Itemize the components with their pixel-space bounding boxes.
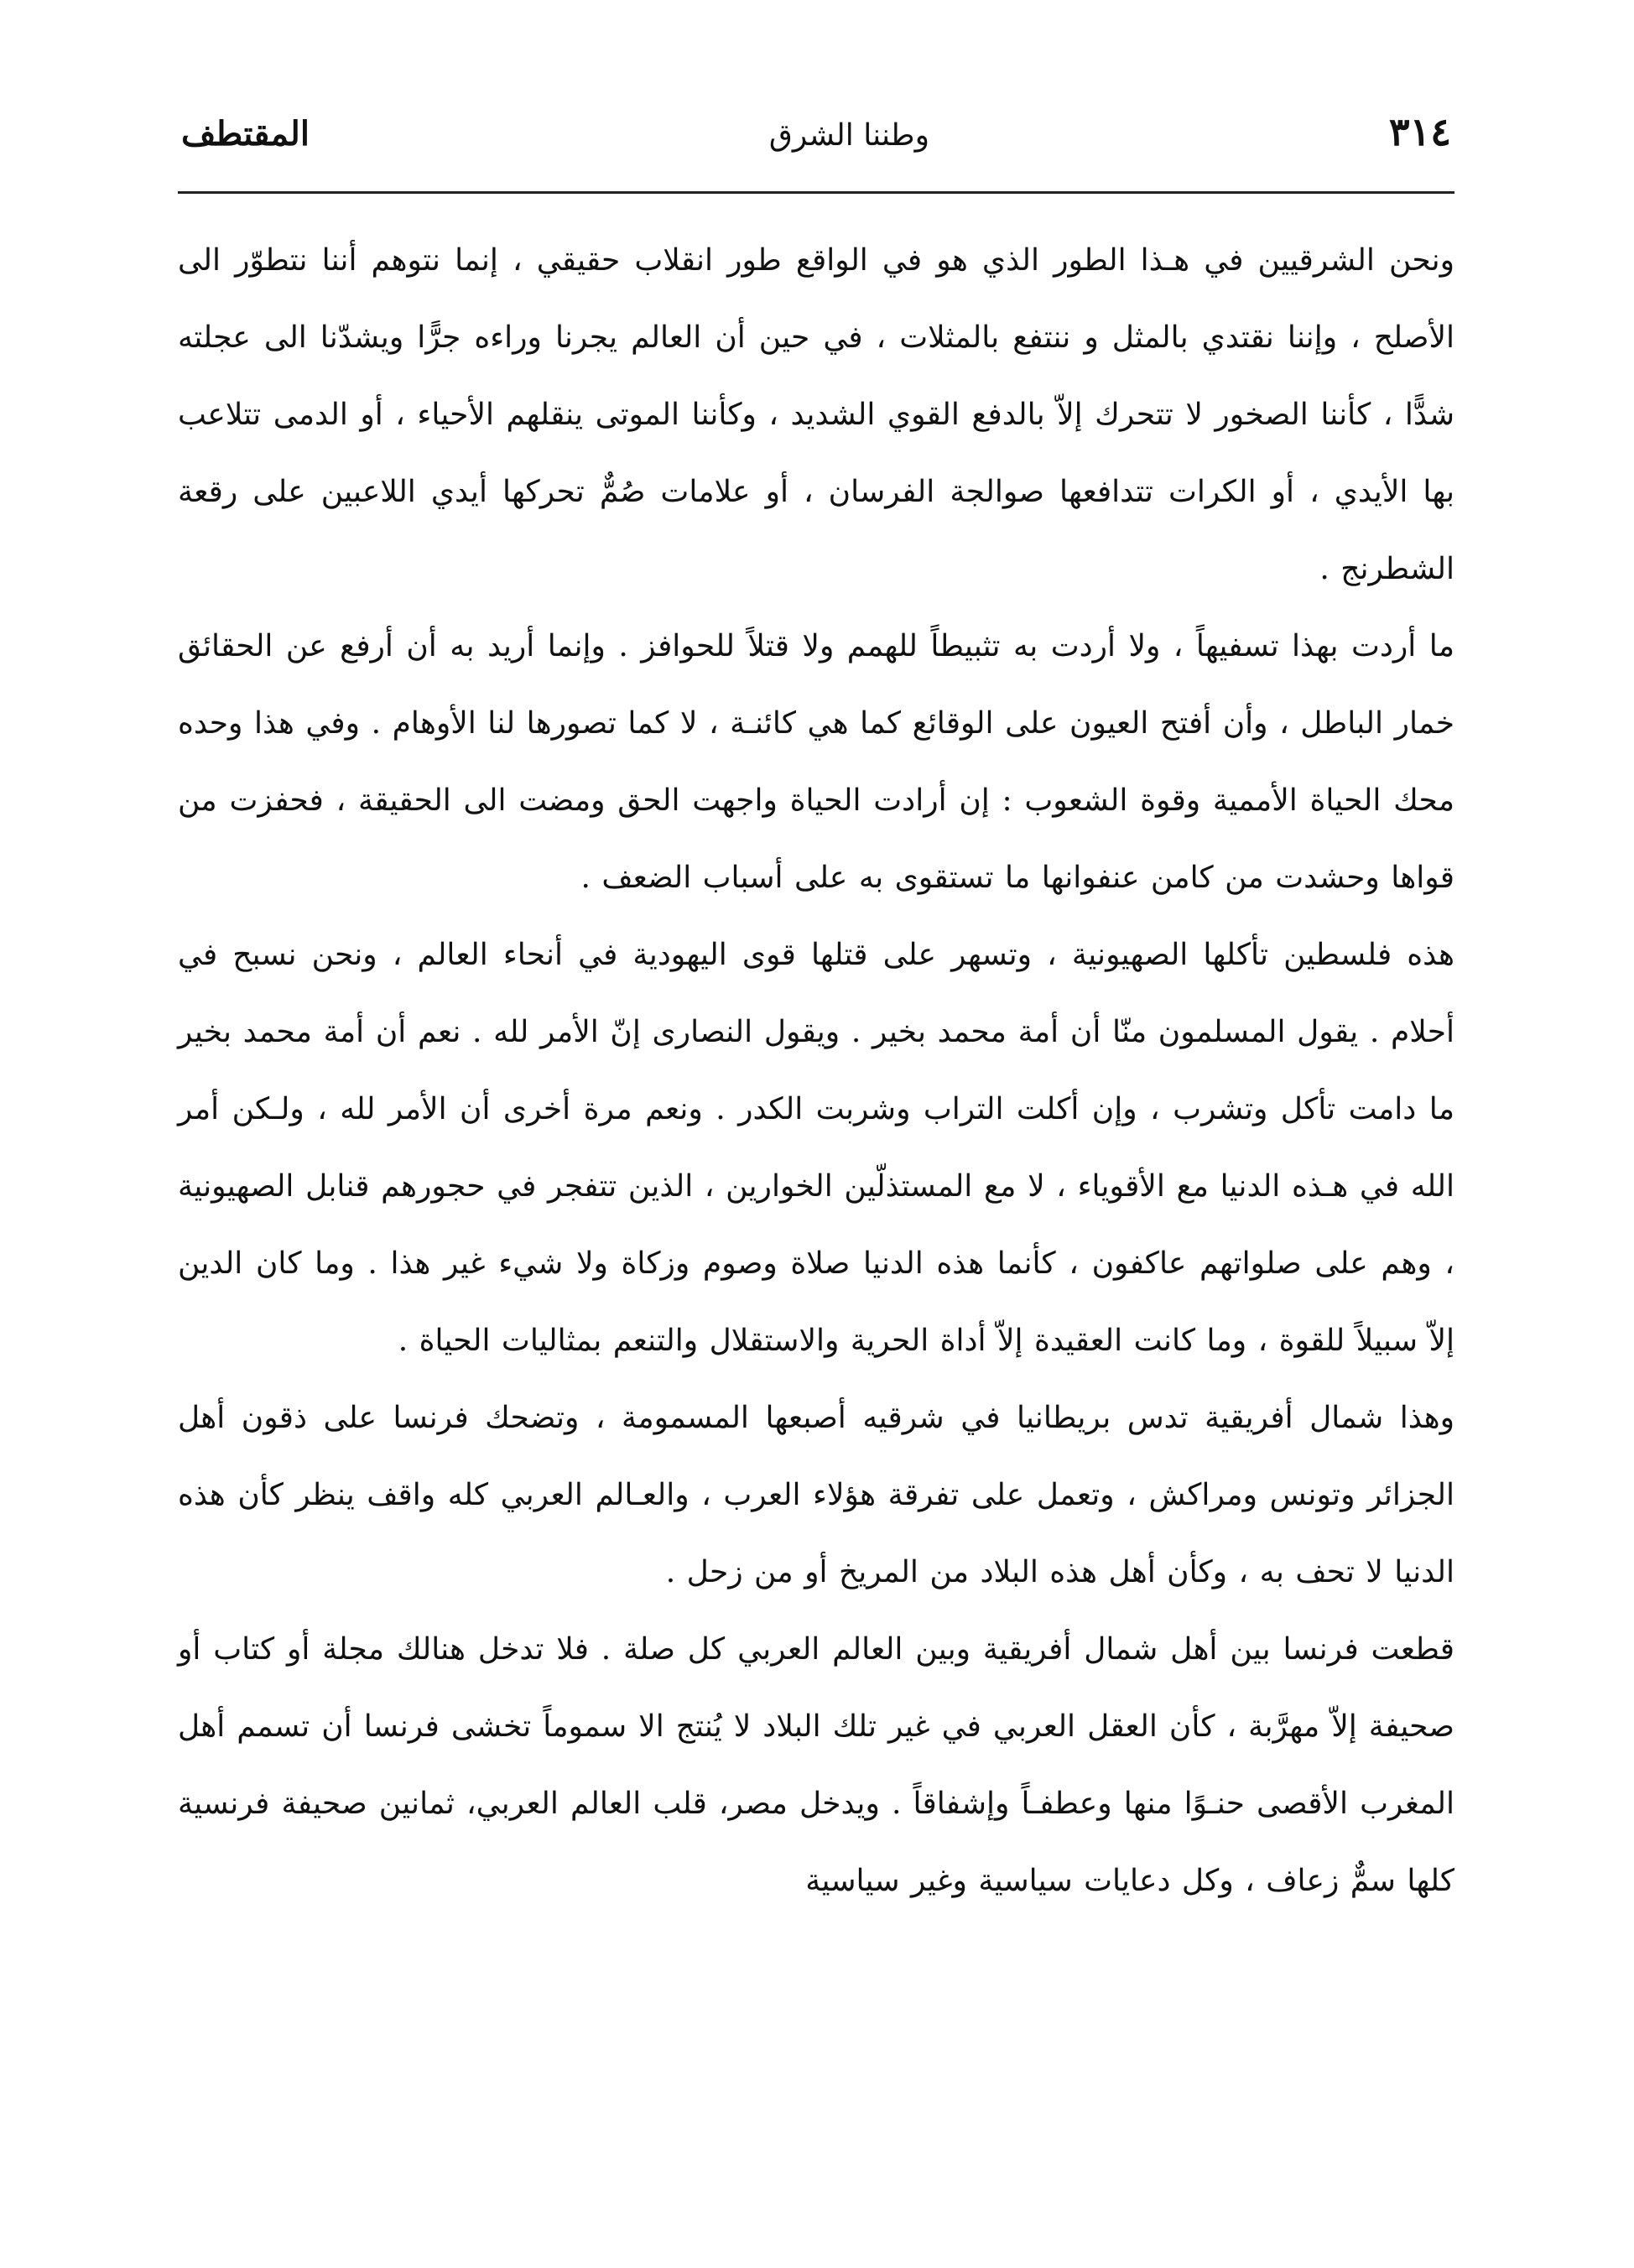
paragraph: هذه فلسطين تأكلها الصهيونية ، وتسهر على قتلها قوى اليهودية في أنحاء العالم ، ونحن نسبح في أحلام . يقول المسلمون منّا أن أمة محمد بخير . ويقول النصارى إنّ الأمر لله . نعم أن أمة محمد بخير ما دامت تأكل وتشرب ، وإن أكلت التراب وشربت الكدر . ونعم مرة أخرى أن الأمر لله ، ولـكن أمر الله في هـذه الدنيا مع الأقوياء ، لا مع المستذلّين الخوارين ، الذين تتفجر في حجورهم قنابل الصهيونية ، وهم على صلواتهم عاكفون ، كأنما هذه الدنيا صلاة وصوم وزكاة ولا شيء غير هذا . وما كان الدين إلاّ سبيلاً للقوة ، وما كانت العقيدة إلاّ أداة الحرية والاستقلال والتنعم بمثاليات الحياة . <box>178 938 1454 1358</box>
running-head <box>178 109 1454 179</box>
running-title: وطننا الشرق <box>768 118 929 153</box>
header-rule <box>178 191 1454 194</box>
body-text <box>178 222 1454 1920</box>
paragraph: وهذا شمال أفريقية تدس بريطانيا في شرقيه أصبعها المسمومة ، وتضحك فرنسا على ذقون أهل الجزائر وتونس ومراكش ، وتعمل على تفرقة هؤلاء العرب ، والعـالم العربي كله واقف ينظر كأن هذه الدنيا لا تحف به ، وكأن أهل هذه البلاد من المريخ أو من زحل . <box>178 1401 1454 1589</box>
paragraph: ونحن الشرقيين في هـذا الطور الذي هو في الواقع طور انقلاب حقيقي ، إنما نتوهم أننا نتطوّر الى الأصلح ، وإننا نقتدي بالمثل و ننتفع بالمثلات ، في حين أن العالم يجرنا وراءه جرًّا ويشدّنا الى عجلته شدًّا ، كأننا الصخور لا تتحرك إلاّ بالدفع القوي الشديد ، وكأننا الموتى ينقلهم الأحياء ، أو الدمى تتلاعب بها الأيدي ، أو الكرات تتدافعها صوالجة الفرسان ، أو علامات صُمٌّ تحركها أيدي اللاعبين على رقعة الشطرنج . <box>178 243 1454 586</box>
journal-name: المقتطف <box>181 114 310 153</box>
page-number: ٣١٤ <box>1388 109 1451 154</box>
paragraph: قطعت فرنسا بين أهل شمال أفريقية وبين العالم العربي كل صلة . فلا تدخل هنالك مجلة أو كتاب أو صحيفة إلاّ مهرَّبة ، كأن العقل العربي في غير تلك البلاد لا يُنتج الا سموماً تخشى فرنسا أن تسمم أهل المغرب الأقصى حنـوًا منها وعطفـاً وإشفاقاً . ويدخل مصر، قلب العالم العربي، ثمانين صحيفة فرنسية كلها سمٌّ زعاف ، وكل دعايات سياسية وغير سياسية <box>178 1632 1454 1898</box>
paragraph: ما أردت بهذا تسفيهاً ، ولا أردت به تثبيطاً للهمم ولا قتلاً للحوافز . وإنما أريد به أن أرفع عن الحقائق خمار الباطل ، وأن أفتح العيون على الوقائع كما هي كائنـة ، لا كما تصورها لنا الأوهام . وفي هذا وحده محك الحياة الأممية وقوة الشعوب : إن أرادت الحياة واجهت الحق ومضت الى الحقيقة ، فحفزت من قواها وحشدت من كامن عنفوانها ما تستقوى به على أسباب الضعف . <box>178 629 1454 895</box>
